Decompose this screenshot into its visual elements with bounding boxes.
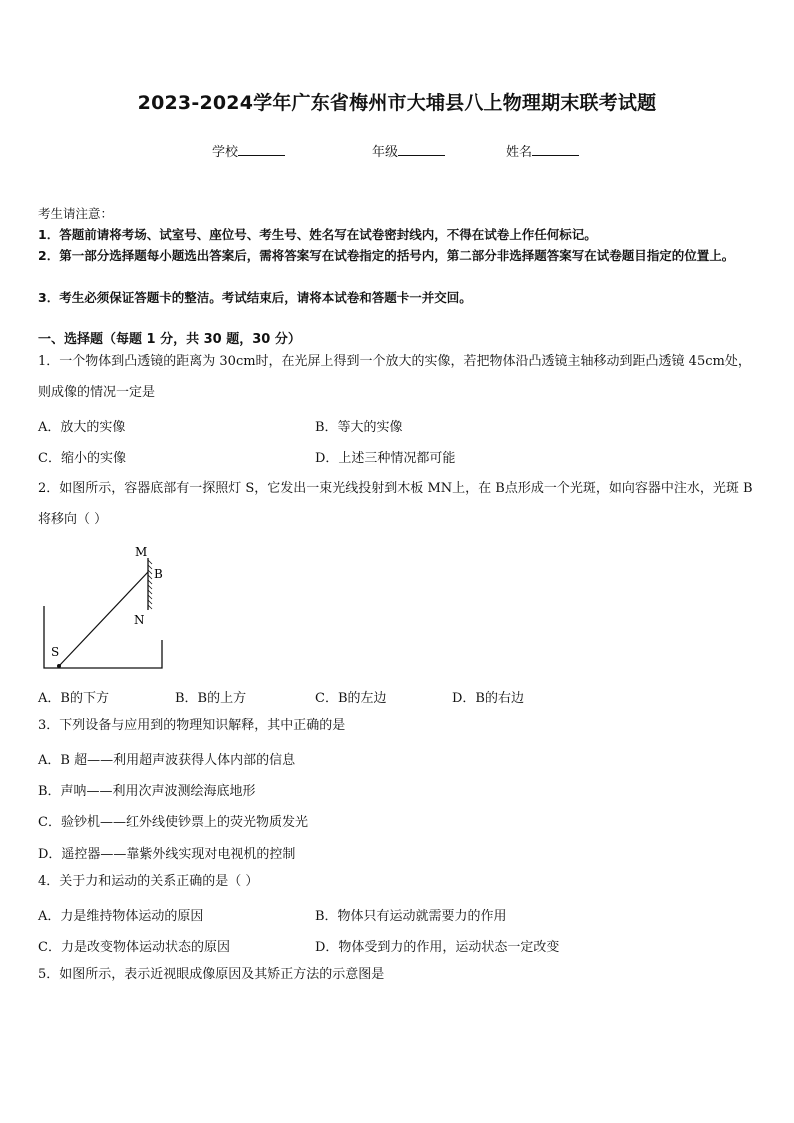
question-2-option-a: A．B的下方 — [38, 691, 109, 706]
school-blank — [238, 143, 285, 156]
searchlight-container-diagram — [38, 544, 168, 674]
question-2-option-d: D．B的右边 — [452, 691, 524, 706]
school-label: 学校 — [212, 145, 239, 160]
label-s: S — [51, 645, 60, 659]
question-3-option-a: A．B 超——利用超声波获得人体内部的信息 — [38, 753, 296, 768]
question-2-option-c: C．B的左边 — [315, 691, 387, 706]
question-4-stem: 4．关于力和运动的关系正确的是（ ） — [38, 874, 259, 889]
notice-item: 1．答题前请将考场、试室号、座位号、考生号、姓名写在试卷密封线内，不得在试卷上作任何标记。 — [38, 227, 597, 242]
name-label: 姓名 — [506, 145, 533, 160]
label-m: M — [135, 545, 148, 559]
question-5-stem: 5．如图所示，表示近视眼成像原因及其矫正方法的示意图是 — [38, 967, 385, 982]
grade-field — [372, 141, 445, 160]
question-3-option-c: C．验钞机——红外线使钞票上的荧光物质发光 — [38, 815, 308, 830]
question-4-option-a: A．力是维持物体运动的原因 — [38, 909, 204, 924]
page-title: 2023-2024学年广东省梅州市大埔县八上物理期末联考试题 — [137, 92, 657, 114]
grade-label: 年级 — [372, 145, 399, 160]
question-1-stem: 1．一个物体到凸透镜的距离为 30cm时，在光屏上得到一个放大的实像，若把物体沿凸透镜主轴移动到距凸透镜 45cm处，则成像的情况一定是 — [38, 354, 751, 400]
label-n: N — [134, 613, 145, 627]
searchlight-s — [57, 664, 61, 668]
question-4-option-d: D．物体受到力的作用，运动状态一定改变 — [315, 940, 560, 955]
question-4-option-b: B．物体只有运动就需要力的作用 — [315, 909, 507, 924]
question-3-option-b: B．声呐——利用次声波测绘海底地形 — [38, 784, 256, 799]
question-1-option-b: B．等大的实像 — [315, 420, 403, 435]
question-2-stem: 2．如图所示，容器底部有一探照灯 S，它发出一束光线投射到木板 MN上，在 B点形成一个光斑，如向容器中注水，光斑 B将移向（ ） — [38, 481, 753, 527]
label-b: B — [154, 567, 163, 581]
question-2-option-b: B．B的上方 — [175, 691, 247, 706]
question-3-stem: 3．下列设备与应用到的物理知识解释，其中正确的是 — [38, 718, 346, 733]
notice-item: 2．第一部分选择题每小题选出答案后，需将答案写在试卷指定的括号内，第二部分非选择题答案写在试卷题目指定的位置上。 — [38, 248, 735, 263]
section-heading: 一、选择题（每题 1 分，共 30 题，30 分） — [38, 332, 301, 347]
notice-heading: 考生请注意： — [38, 206, 114, 221]
question-3-option-d: D．遥控器——靠紫外线实现对电视机的控制 — [38, 847, 296, 862]
name-field — [506, 141, 579, 160]
school-field — [212, 141, 285, 160]
question-4-option-c: C．力是改变物体运动状态的原因 — [38, 940, 230, 955]
question-1-option-d: D．上述三种情况都可能 — [315, 451, 456, 466]
question-1-option-a: A．放大的实像 — [38, 420, 126, 435]
name-blank — [532, 143, 579, 156]
grade-blank — [398, 143, 445, 156]
question-1-option-c: C．缩小的实像 — [38, 451, 126, 466]
notice-item: 3．考生必须保证答题卡的整洁。考试结束后，请将本试卷和答题卡一并交回。 — [38, 290, 472, 305]
